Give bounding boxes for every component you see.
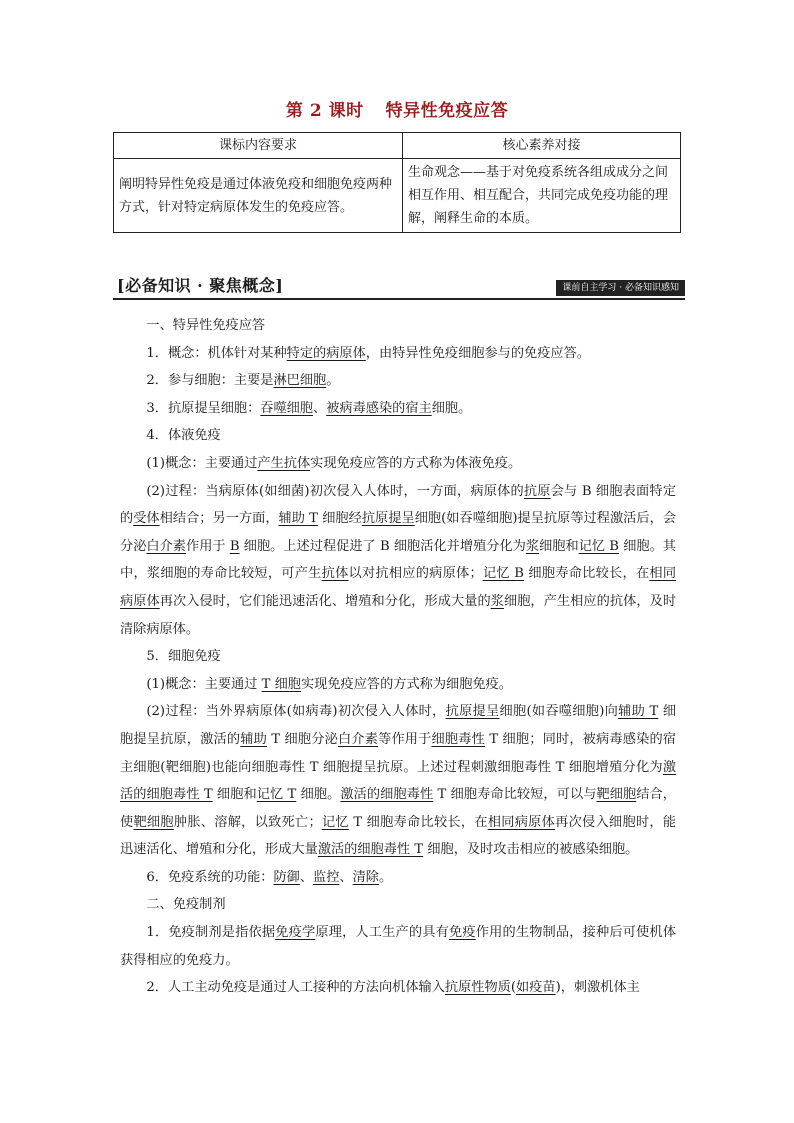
underlined-term: 记忆 B: [482, 566, 524, 582]
curriculum-requirements-table: [113, 132, 681, 233]
underlined-term: B: [229, 538, 240, 554]
text-run: T 细胞寿命比较长，在: [348, 814, 488, 830]
underlined-term: 抗原提呈: [445, 704, 500, 720]
underlined-term: 记忆: [321, 814, 349, 830]
underlined-term: T 细胞: [261, 676, 301, 692]
text-run: 3．抗原提呈细胞：: [146, 400, 261, 416]
text-run: 细胞和: [212, 787, 257, 803]
text-run: ，由特异性免疫细胞参与的免疫应答。: [365, 345, 590, 361]
text-run: 5．细胞免疫: [146, 649, 221, 665]
text-run: T 细胞寿命比较短，可以与: [433, 787, 597, 803]
underlined-term: 靶细胞: [133, 814, 174, 830]
text-run: 细胞(如吞噬细胞)提呈抗原等过程激活后，会分泌: [120, 511, 677, 554]
text-run: 、: [299, 869, 314, 885]
lesson-title: [0, 96, 794, 121]
text-run: 一、特异性免疫应答: [146, 318, 266, 333]
text-run: (: [510, 980, 516, 996]
text-run: 6．免疫系统的功能：: [146, 869, 274, 885]
paragraph: [120, 864, 676, 892]
underlined-term: 浆: [525, 538, 540, 554]
text-run: 细胞寿命比较长，在: [523, 566, 650, 582]
underlined-term: 防御: [273, 869, 300, 885]
text-run: 细胞经: [317, 511, 362, 527]
underlined-term: 激活的细胞毒性 T: [317, 842, 424, 858]
text-run: )，刺激机体主: [555, 980, 640, 996]
text-run: 、: [339, 869, 353, 885]
paragraph: [120, 919, 676, 974]
text-run: 再次入侵时，它们能迅速活化、增殖和分化，形成大量的: [159, 593, 491, 609]
text-run: 1．免疫制剂是指依据: [146, 925, 276, 941]
text-run: 二、免疫制剂: [146, 897, 226, 913]
text-run: 相结合；另一方面，: [159, 511, 279, 527]
text-run: T 细胞；同时，被病毒感染的宿主细胞(靶细胞)也能向细胞毒性 T 细胞提呈抗原。上述过程刺激细胞毒性 T 细胞增殖分化为: [120, 731, 677, 775]
cell-curriculum-requirements: 阐明特异性免疫是通过体液免疫和细胞免疫两种方式，针对特定病原体发生的免疫应答。: [114, 159, 403, 233]
text-run: 1．概念：机体针对某种: [146, 345, 287, 361]
section-banner: [113, 272, 685, 300]
text-run: (1)概念：主要通过: [146, 455, 258, 471]
underlined-term: 相同病原体: [487, 814, 556, 830]
text-run: 原理，人工生产的具有: [315, 925, 449, 941]
text-run: (2)过程：当病原体(如细菌)初次侵入人体时，一方面，病原体的: [146, 483, 524, 499]
text-run: (1)概念：主要通过: [146, 676, 262, 692]
lesson-topic: 特异性免疫应答: [385, 101, 509, 121]
lesson-number: 第 2 课时: [285, 101, 364, 121]
text-run: 实现免疫应答的方式称为体液免疫。: [310, 455, 522, 471]
paragraph: [120, 395, 676, 423]
body-text: [120, 312, 676, 1002]
underlined-term: 激活的细胞毒性: [340, 787, 434, 803]
text-run: 。: [378, 869, 393, 885]
paragraph: [120, 698, 676, 864]
underlined-term: 靶细胞: [596, 787, 637, 803]
underlined-term: 抗原提呈: [361, 511, 415, 527]
text-run: (2)过程：当外界病原体(如病毒)初次侵入人体时，: [146, 704, 446, 720]
text-run: 会与 B 细胞表面特定的: [120, 483, 677, 527]
paragraph: [120, 974, 676, 1002]
paragraph: [120, 891, 676, 919]
text-run: 细胞和: [539, 538, 579, 554]
underlined-term: 抗原: [523, 483, 551, 499]
underlined-term: 白介素: [337, 731, 379, 747]
text-run: 细胞，及时攻击相应的被感染细胞。: [423, 842, 639, 858]
paragraph: [120, 312, 676, 340]
text-run: 细胞，产生相应的抗体，及时清除病原体。: [120, 593, 677, 637]
paragraph: [120, 478, 676, 644]
text-run: 细胞。其中，浆细胞的寿命比较短，可产生: [120, 538, 676, 582]
underlined-term: 辅助 T: [278, 511, 318, 527]
paragraph: [120, 643, 676, 671]
text-run: 实现免疫应答的方式称为细胞免疫。: [300, 676, 512, 692]
underlined-term: 激活的细胞毒性 T: [120, 759, 676, 803]
underlined-term: 被病毒感染的宿主: [326, 400, 432, 416]
paragraph: [120, 671, 676, 699]
text-run: 细胞。: [296, 787, 341, 803]
text-run: 细胞。上述过程促进了 B 细胞活化并增殖分化为: [239, 538, 526, 554]
text-run: 肿胀、溶解，以致死亡；: [173, 814, 322, 830]
underlined-term: 辅助 T: [618, 704, 659, 720]
text-run: 细胞。: [431, 400, 472, 416]
underlined-term: 特定的病原体: [286, 345, 366, 361]
underlined-term: 记忆 B: [578, 538, 619, 554]
underlined-term: 浆: [490, 593, 504, 609]
text-run: 再次侵入细胞时，能迅速活化、增殖和分化，形成大量: [120, 814, 677, 858]
text-run: 、: [313, 400, 327, 416]
text-run: 细胞提呈抗原，激活的: [120, 704, 677, 747]
underlined-term: 监控: [313, 869, 340, 885]
underlined-term: 产生抗体: [257, 455, 311, 471]
underlined-term: 如疫苗: [516, 980, 556, 996]
paragraph: [120, 450, 676, 478]
header-curriculum-requirements: 课标内容要求: [114, 133, 403, 159]
text-run: 作用于: [186, 538, 230, 554]
underlined-term: 记忆 T: [256, 787, 297, 803]
text-run: T 细胞分泌: [267, 731, 338, 747]
text-run: 2．人工主动免疫是通过人工接种的方法向机体输入: [146, 980, 445, 996]
underlined-term: 吞噬细胞: [260, 400, 314, 416]
underlined-term: 受体: [133, 511, 160, 527]
text-run: 作用的生物制品，接种后可使机体获得相应的免疫力。: [120, 925, 677, 968]
underlined-term: 辅助: [240, 731, 267, 747]
text-run: 结合，使: [120, 787, 676, 830]
cell-core-competencies: 生命观念——基于对免疫系统各组成成分之间相互作用、相互配合，共同完成免疫功能的理解，阐释生命的本质。: [403, 159, 681, 233]
underlined-term: 细胞毒性: [431, 731, 485, 747]
text-run: 以对抗相应的病原体；: [348, 566, 483, 582]
table-header-row: [114, 133, 681, 159]
text-run: 细胞(如吞噬细胞)向: [499, 704, 619, 720]
underlined-term: 免疫学: [275, 925, 316, 941]
underlined-term: 淋巴细胞: [273, 373, 327, 389]
header-core-competencies: 核心素养对接: [403, 133, 681, 159]
paragraph: [120, 422, 676, 450]
section-title: [必备知识 · 聚焦概念]: [117, 276, 284, 295]
paragraph: [120, 340, 676, 368]
text-run: 4．体液免疫: [146, 428, 221, 444]
underlined-term: 白介素: [146, 538, 187, 554]
text-run: 2．参与细胞：主要是: [146, 373, 274, 389]
underlined-term: 抗原性物质: [444, 980, 511, 996]
section-tag: 课前自主学习 · 必备知识感知: [556, 280, 685, 296]
underlined-term: 相同病原体: [120, 566, 677, 609]
text-run: 。: [326, 373, 340, 389]
paragraph: [120, 367, 676, 395]
underlined-term: 清除: [352, 869, 379, 885]
table-row: [114, 159, 681, 233]
text-run: 等作用于: [378, 731, 432, 747]
underlined-term: 免疫: [449, 925, 476, 941]
underlined-term: 抗体: [321, 566, 349, 582]
